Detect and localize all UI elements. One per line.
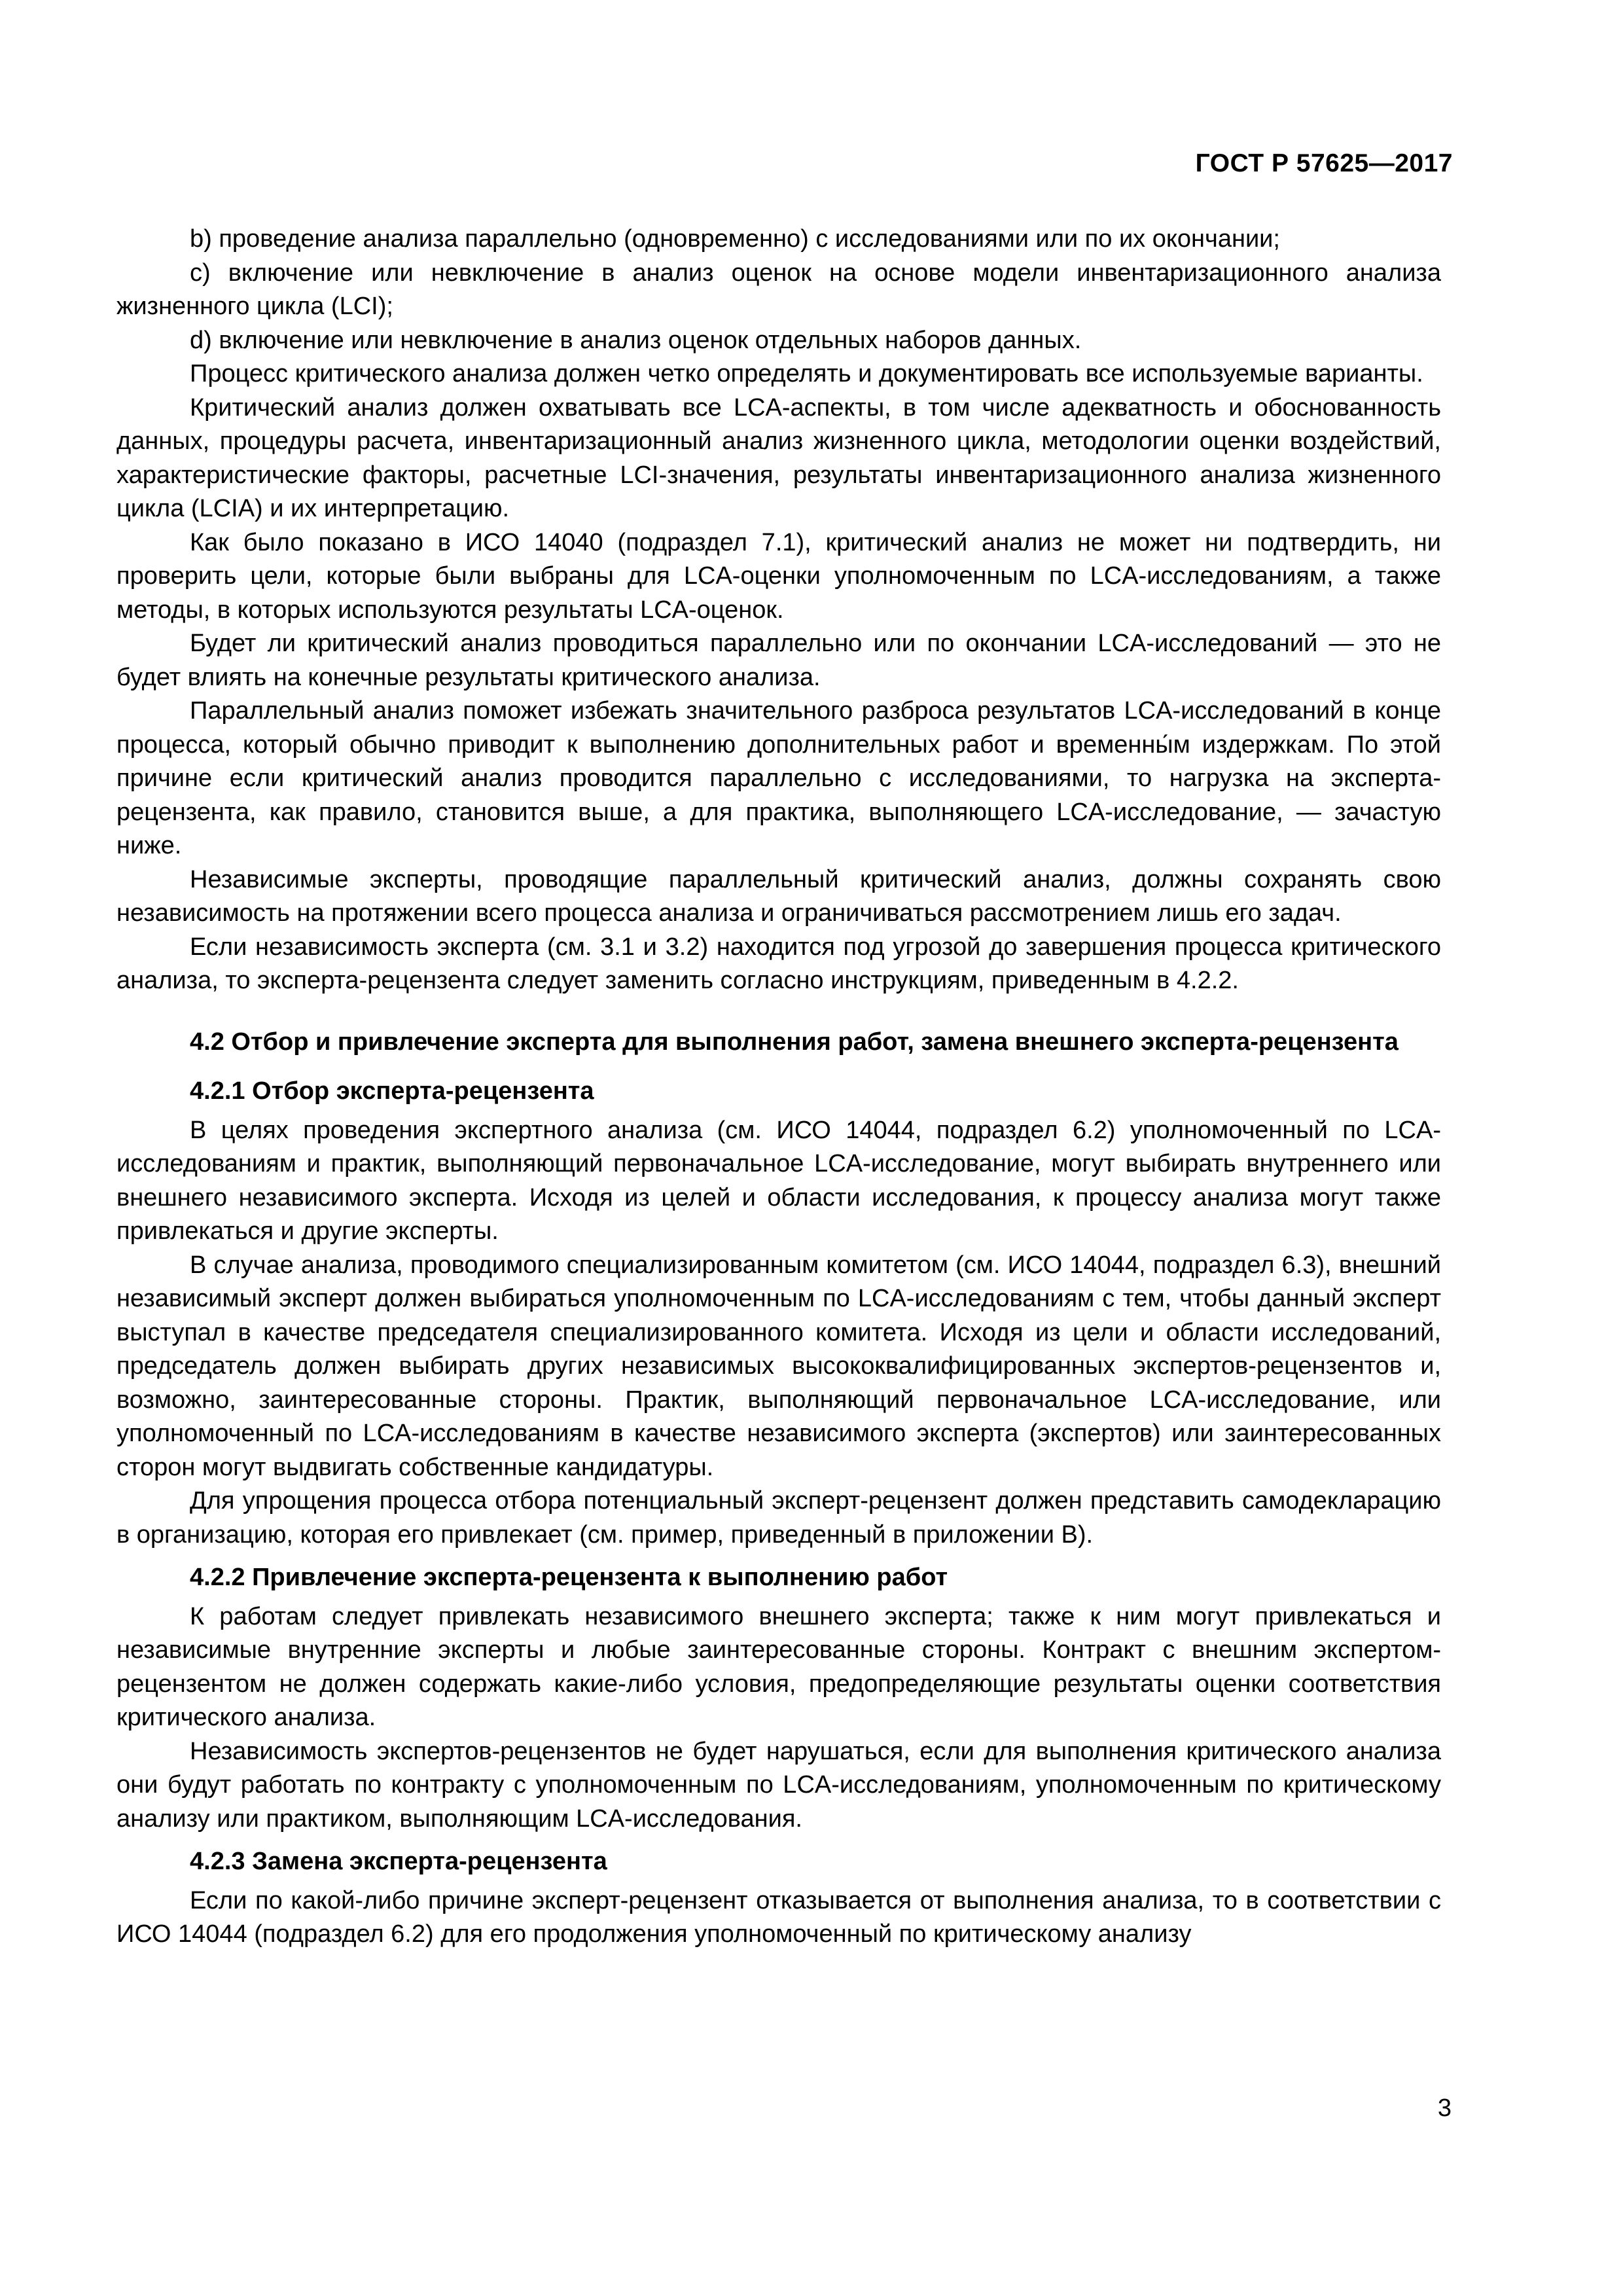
subsection-heading-4-2-1: 4.2.1 Отбор эксперта-рецензента bbox=[190, 1077, 594, 1105]
paragraph: Если независимость эксперта (см. 3.1 и 3.2) находится под угрозой до завершения процесса критического анализа, то эксперта-рецензента следует заменить согласно инструкциям, приведенным в 4.2.2. bbox=[116, 933, 1441, 994]
paragraph: Независимость экспертов-рецензентов не будет нарушаться, если для выполнения критического анализа они будут работать по контракту с уполномоченным по LCA-исследованиям, уполномоченным по критическому анализу или практиком, выполняющим LCA-исследования. bbox=[116, 1737, 1441, 1833]
paragraph: Параллельный анализ поможет избежать значительного разброса результатов LCA-исследований в конце процесса, который обычно приводит к выполнению дополнительных работ и временны́м издержкам. По этой причине если критический анализ проводится параллельно с исследованиями, то нагрузка на эксперта-рецензента, как правило, становится выше, а для практика, выполняющего LCA-исследование, — зачастую ниже. bbox=[116, 697, 1441, 859]
paragraph: К работам следует привлекать независимого внешнего эксперта; также к ним могут привлекаться и независимые внутренние эксперты и любые заинтересованные стороны. Контракт с внешним экспертом-рецензентом не должен содержать какие-либо условия, предопределяющие результаты оценки соответствия критического анализа. bbox=[116, 1602, 1441, 1731]
paragraph: d) включение или невключение в анализ оценок отдельных наборов данных. bbox=[190, 326, 1082, 354]
paragraph: В целях проведения экспертного анализа (см. ИСО 14044, подраздел 6.2) уполномоченный по LCA-исследованиям и практик, выполняющий первоначальное LCA-исследование, могут выбирать внутреннего или внешнего независимого эксперта. Исходя из целей и области исследования, к процессу анализа могут также привлекаться и другие эксперты. bbox=[116, 1116, 1441, 1245]
subsection-heading-4-2-2: 4.2.2 Привлечение эксперта-рецензента к выполнению работ bbox=[190, 1564, 948, 1591]
subsection-heading-4-2-3: 4.2.3 Замена эксперта-рецензента bbox=[190, 1848, 607, 1875]
paragraph: Для упрощения процесса отбора потенциальный эксперт-рецензент должен представить самодекларацию в организацию, которая его привлекает (см. пример, приведенный в приложении В). bbox=[116, 1487, 1441, 1549]
paragraph: c) включение или невключение в анализ оценок на основе модели инвентаризационного анализа жизненного цикла (LCI); bbox=[116, 259, 1441, 320]
paragraph: Как было показано в ИСО 14040 (подраздел 7.1), критический анализ не может ни подтвердить, ни проверить цели, которые были выбраны для LCA-оценки уполномоченным по LCA-исследованиям, а также методы, в которых используются результаты LCA-оценок. bbox=[116, 528, 1441, 624]
paragraph: Критический анализ должен охватывать все LCA-аспекты, в том числе адекватность и обоснованность данных, процедуры расчета, инвентаризационный анализ жизненного цикла, методологии оценки воздействий, характеристические факторы, расчетные LCI-значения, результаты инвентаризационного анализа жизненного цикла (LCIA) и их интерпретацию. bbox=[116, 393, 1441, 522]
paragraph: В случае анализа, проводимого специализированным комитетом (см. ИСО 14044, подраздел 6.3), внешний независимый эксперт должен выбираться уполномоченным по LCA-исследованиям с тем, чтобы данный эксперт выступал в качестве председателя специализированного комитета. Исходя из цели и области исследований, председатель должен выбирать других независимых высококвалифицированных экспертов-рецензентов и, возможно, заинтересованные стороны. Практик, выполняющий первоначальное LCA-исследование, или уполномоченный по LCA-исследованиям в качестве независимого эксперта (экспертов) или заинтересованных сторон могут выдвигать собственные кандидатуры. bbox=[116, 1251, 1441, 1481]
paragraph: Процесс критического анализа должен четко определять и документировать все используемые варианты. bbox=[190, 360, 1423, 387]
paragraph: b) проведение анализа параллельно (одновременно) с исследованиями или по их окончании; bbox=[190, 225, 1280, 253]
document-body bbox=[116, 223, 1441, 1952]
paragraph: Будет ли критический анализ проводиться параллельно или по окончании LCA-исследований — это не будет влиять на конечные результаты критического анализа. bbox=[116, 630, 1441, 691]
page-number: 3 bbox=[1437, 2094, 1452, 2122]
paragraph: Независимые эксперты, проводящие параллельный критический анализ, должны сохранять свою независимость на протяжении всего процесса анализа и ограничиваться рассмотрением лишь его задач. bbox=[116, 865, 1441, 927]
standard-code-header: ГОСТ Р 57625—2017 bbox=[1195, 149, 1453, 177]
paragraph: Если по какой-либо причине эксперт-рецензент отказывается от выполнения анализа, то в соответствии с ИСО 14044 (подраздел 6.2) для его продолжения уполномоченный по критическому анализу bbox=[116, 1886, 1441, 1948]
section-heading-4-2: 4.2 Отбор и привлечение эксперта для выполнения работ, замена внешнего эксперта-рецензента bbox=[190, 1028, 1399, 1056]
